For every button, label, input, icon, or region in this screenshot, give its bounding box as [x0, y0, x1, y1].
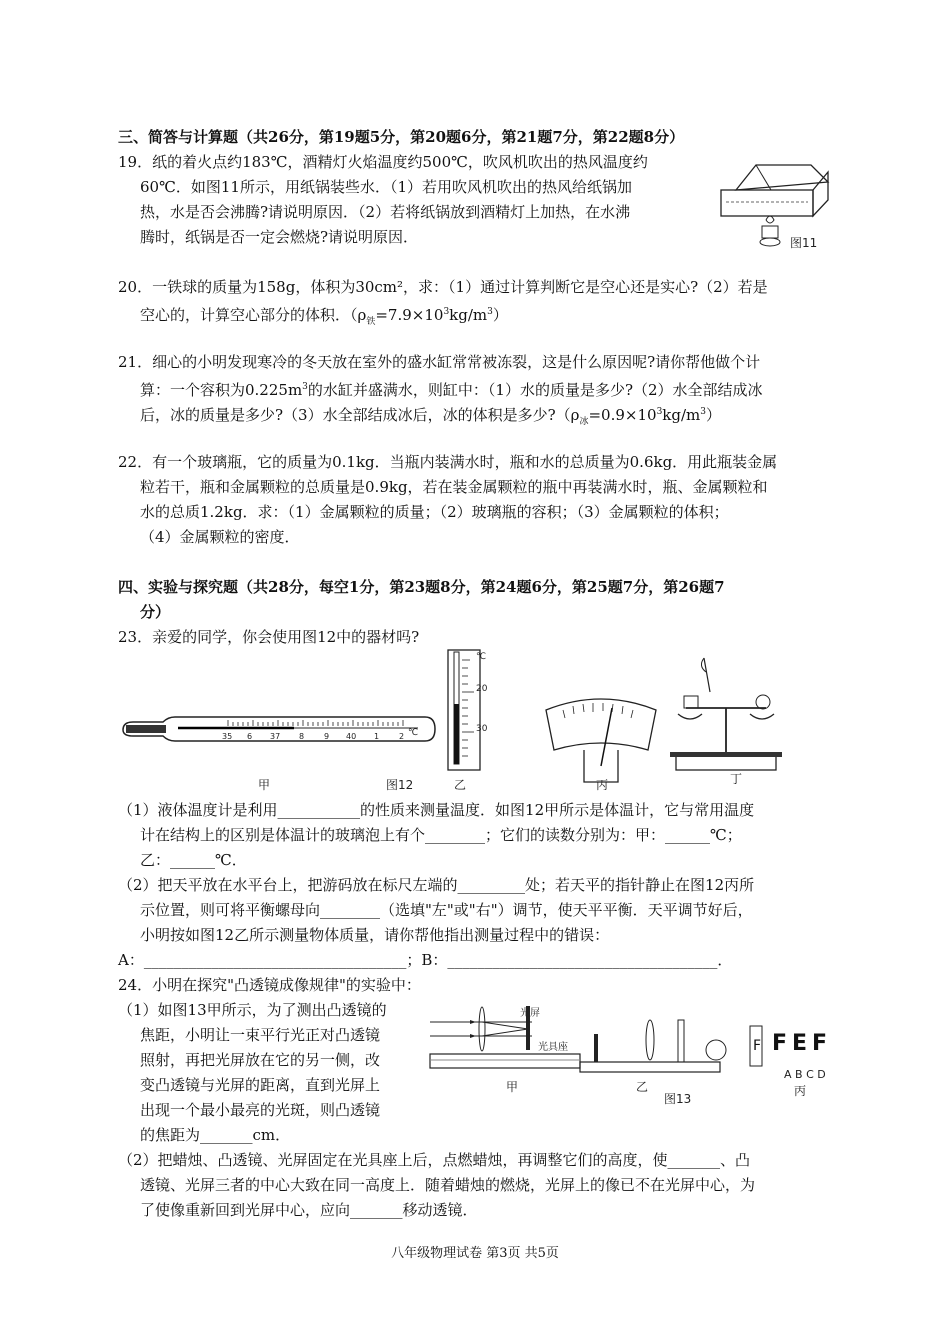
figure-11-label: 图11: [790, 236, 818, 250]
q21-line-1: 21．细心的小明发现寒冷的冬天放在室外的盛水缸常常被冻裂，这是什么原因呢?请你帮他做个计: [118, 353, 761, 371]
figure-11-paper-pot: [716, 160, 836, 255]
thermo-tick-35: 35: [222, 732, 233, 741]
q24-part1-line-3: 照射，再把光屏放在它的另一侧，改: [140, 1051, 381, 1069]
optical-bench: [580, 1020, 726, 1072]
figure-13-label-screen: 光屏: [520, 1008, 540, 1019]
q24-part2-line-3: 了使像重新回到光屏中心，应向_______移动透镜．: [140, 1201, 478, 1219]
q22-line-3: 水的总质1.2kg．求：（1）金属颗粒的质量；（2）玻璃瓶的容积；（3）金属颗粒的体积；: [140, 503, 729, 521]
thermo-tick-37: 37: [270, 732, 281, 741]
q24-intro: 24．小明在探究"凸透镜成像规律"的实验中：: [118, 976, 421, 994]
figure-13-label-jia: 甲: [506, 1080, 519, 1094]
q20-line-1: 20．一铁球的质量为158g，体积为30cm²，求：（1）通过计算判断它是空心还是实心?（2）若是: [118, 278, 768, 296]
balance-scale: [670, 658, 782, 770]
svg-text:E: E: [792, 1031, 808, 1056]
figure-12-label-ding: 丁: [730, 772, 743, 786]
q23-intro: 23．亲爱的同学，你会使用图12中的器材吗?: [118, 628, 420, 646]
q24-part2-line-1: （2）把蜡烛、凸透镜、光屏固定在光具座上后，点燃蜡烛，再调整它们的高度，使_______、凸: [118, 1151, 751, 1169]
q24-part1-line-1: （1）如图13甲所示，为了测出凸透镜的: [118, 1001, 387, 1019]
thermo-tick-38: 8: [299, 732, 305, 741]
q23-line-6: 小明按如图12乙所示测量物体质量，请你帮他指出测量过程中的错误：: [140, 926, 610, 944]
svg-text:F: F: [812, 1031, 828, 1056]
svg-text:F: F: [772, 1031, 788, 1056]
q20-line-2: 空心的，计算空心部分的体积．$(\rho_铁=7.9\times 10^3kg/m^3)$: [140, 306, 508, 327]
q23-line-4: （2）把天平放在水平台上，把游码放在标尺左端的_________处；若天平的指针静止在图12丙所: [118, 876, 755, 894]
figure-13-label-bing: 丙: [794, 1084, 807, 1098]
thermo-tick-40: 40: [346, 732, 357, 741]
q22-line-4: （4）金属颗粒的密度．: [140, 528, 300, 546]
figure-12-label-bing: 丙: [596, 778, 609, 792]
vertical-tick-30: 30: [476, 724, 488, 734]
q19-line-4: 腾时，纸锅是否一定会燃烧?请说明原因．: [140, 228, 419, 246]
section-4-heading-line-1: 四、实验与探究题（共28分，每空1分，第23题8分，第24题6分，第25题7分，第26题7: [118, 578, 725, 596]
vertical-tick-20: 20: [476, 684, 488, 694]
q23-line-5: 示位置，则可将平衡螺母向________（选填"左"或"右"）调节，使天平平衡．天平调节好后，: [140, 901, 753, 919]
thermo-unit: ℃: [408, 728, 419, 738]
q24-part1-line-6: 的焦距为_______cm．: [140, 1126, 291, 1144]
section-3-heading: 三、简答与计算题（共26分，第19题5分，第20题6分，第21题7分，第22题8分）: [118, 128, 685, 146]
figure-12-label-jia: 甲: [258, 778, 271, 792]
svg-text:F: F: [753, 1038, 762, 1054]
figure-13-letters: A B C D: [784, 1068, 826, 1081]
balance-pointer-scale: [546, 699, 656, 782]
thermo-tick-39: 9: [324, 732, 330, 741]
q19-line-1: 19．纸的着火点约183℃，酒精灯火焰温度约500℃，吹风机吹出的热风温度约: [118, 153, 648, 171]
q23-line-2: 计在结构上的区别是体温计的玻璃泡上有个________；它们的读数分别为：甲：______℃；: [140, 826, 742, 844]
figure-12-label-yi: 乙: [454, 778, 467, 792]
q19-line-3: 热，水是否会沸腾?请说明原因．（2）若将纸锅放到酒精灯上加热，在水沸: [140, 203, 631, 221]
q24-part1-line-5: 出现一个最小最亮的光斑，则凸透镜: [140, 1101, 381, 1119]
q21-line-2: 算：一个容积为$0.225m^3$的水缸并盛满水，则缸中：（1）水的质量是多少?（2）水全部结成冰: [140, 381, 763, 399]
image-options: [750, 1026, 827, 1066]
figure-13-label-bench: 光具座: [538, 1042, 568, 1053]
figure-13-label-yi: 乙: [636, 1080, 649, 1094]
figure-12-title: 图12: [386, 778, 414, 792]
page-footer: 八年级物理试卷 第3页 共5页: [391, 1246, 559, 1261]
lab-thermometer: [448, 650, 480, 770]
figure-13-title: 图13: [664, 1092, 692, 1106]
thermo-tick-36: 6: [247, 732, 253, 741]
vertical-thermo-unit: ℃: [476, 652, 487, 662]
q21-line-3: 后，冰的质量是多少?（3）水全部结成冰后，冰的体积是多少$?(\rho_冰=0.9\times 10^3kg/m^3)$: [140, 406, 722, 427]
q23-line-1: （1）液体温度计是利用___________的性质来测量温度．如图12甲所示是体温计，它与常用温度: [118, 801, 755, 819]
figure-12: [118, 648, 828, 796]
thermo-tick-42: 2: [399, 732, 405, 741]
q24-part1-line-2: 焦距，小明让一束平行光正对凸透镜: [140, 1026, 381, 1044]
section-4-heading-line-2: 分）: [140, 603, 171, 621]
q24-part2-line-2: 透镜、光屏三者的中心大致在同一高度上．随着蜡烛的燃烧，光屏上的像已不在光屏中心，为: [140, 1176, 756, 1194]
q22-line-1: 22．有一个玻璃瓶，它的质量为0.1kg．当瓶内装满水时，瓶和水的总质量为0.6kg．用此瓶装金属: [118, 453, 778, 471]
q23-line-7: A：___________________________________；B：____________________________________．: [118, 951, 733, 969]
thermo-tick-41: 1: [374, 732, 380, 741]
q24-part1-line-4: 变凸透镜与光屏的距离，直到光屏上: [140, 1076, 381, 1094]
figure-13: [420, 1000, 840, 1105]
q22-line-2: 粒若干，瓶和金属颗粒的总质量是0.9kg，若在装金属颗粒的瓶中再装满水时，瓶、金属颗粒和: [140, 478, 768, 496]
focal-length-setup: [430, 1006, 580, 1068]
q19-line-2: 60℃．如图11所示，用纸锅装些水．（1）若用吹风机吹出的热风给纸锅加: [140, 178, 633, 196]
q23-line-3: 乙：______℃．: [140, 851, 247, 869]
